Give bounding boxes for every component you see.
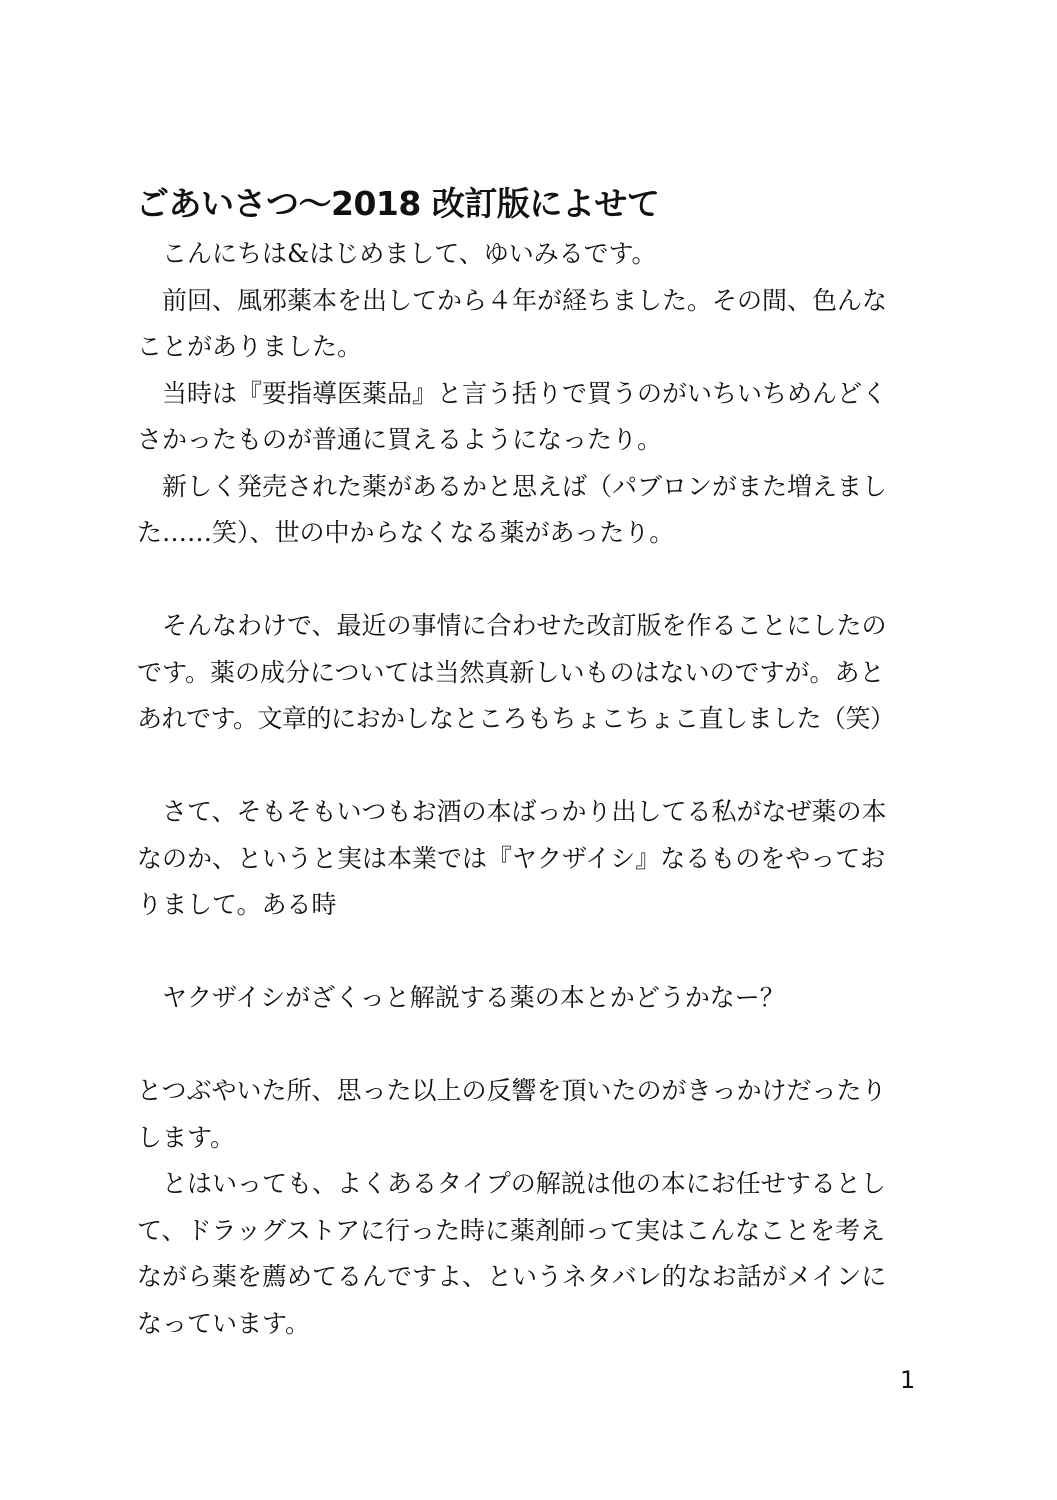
paragraph-line: りまして。ある時 [137, 890, 337, 919]
paragraph-line: ながら薬を薦めてるんですよ、というネタバレ的なお話がメインに [137, 1262, 887, 1291]
paragraph-line: です。薬の成分については当然真新しいものはないのですが。あと [137, 657, 885, 687]
paragraph-line: 前回、風邪薬本を出してから４年が経ちました。その間、色んな [137, 285, 888, 315]
blank-line [137, 929, 927, 976]
body-text [137, 231, 927, 1347]
page-number: 1 [900, 1366, 916, 1394]
blank-line [137, 743, 927, 790]
paragraph-line: 当時は『要指導医薬品』と言う括りで買うのがいちいちめんどく [137, 378, 888, 408]
paragraph-line: さて、そもそもいつもお酒の本ばっかり出してる私がなぜ薬の本 [137, 797, 887, 826]
paragraph-line: そんなわけで、最近の事情に合わせた改訂版を作ることにしたの [137, 611, 887, 640]
paragraph-line: た……笑）、世の中からなくなる薬があったり。 [137, 518, 675, 547]
paragraph-line: あれです。文章的におかしなところもちょこちょこ直しました（笑） [137, 704, 895, 733]
paragraph-line: こんにちは&はじめまして、ゆいみるです。 [137, 239, 657, 268]
paragraph-line: ことがありました。 [137, 332, 363, 361]
paragraph-line: とつぶやいた所、思った以上の反響を頂いたのがきっかけだったり [137, 1076, 887, 1105]
paragraph-line: なっています。 [137, 1308, 311, 1338]
paragraph-line: て、ドラッグストアに行った時に薬剤師って実はこんなことを考え [137, 1215, 886, 1245]
blank-line [137, 1022, 927, 1069]
blank-line [137, 557, 927, 604]
paragraph-line: とはいっても、よくあるタイプの解説は他の本にお任せするとし [137, 1169, 886, 1198]
paragraph-line: します。 [137, 1122, 236, 1152]
paragraph-line: さかったものが普通に買えるようになったり。 [137, 425, 663, 454]
paragraph-line: なのか、というと実は本業では『ヤクザイシ』なるものをやってお [137, 843, 886, 873]
page-title: ごあいさつ～2018 改訂版によせて [136, 184, 660, 223]
paragraph-line: ヤクザイシがざくっと解説する薬の本とかどうかなー？ [137, 983, 785, 1012]
paragraph-line: 新しく発売された薬があるかと思えば（パブロンがまた増えまし [137, 471, 888, 501]
